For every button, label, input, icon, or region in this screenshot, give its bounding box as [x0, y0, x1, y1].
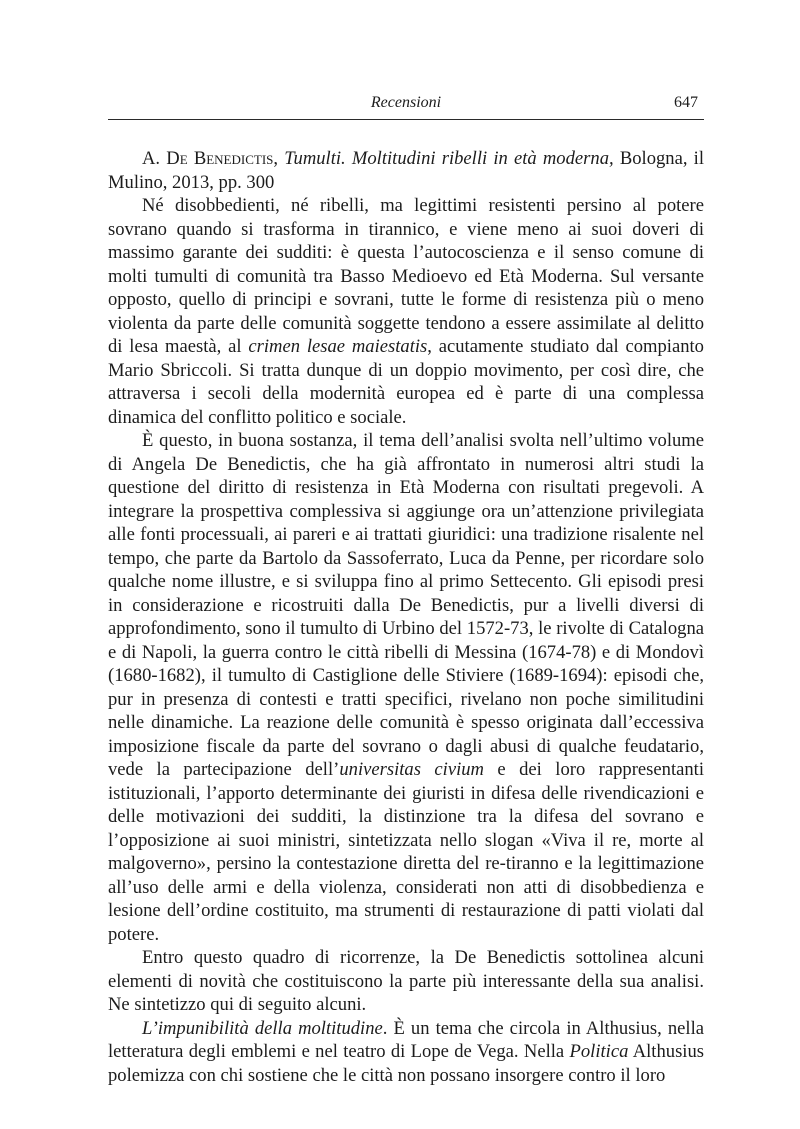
paragraph-1	[108, 194, 704, 429]
paragraph-1-text: Né disobbedienti, né ribelli, ma legittimi resistenti persino al potere sovrano quando si trasforma in tirannico, e viene meno ai suoi doveri di massimo garante dei sudditi: è questa l’autocoscienza e il senso comune di molti tumulti di comunità tra Basso Medioevo ed Età Moderna. Sul versante opposto, quello di principi e sovrani, tutte le forme di resistenza più o meno violenta da parte delle comunità soggette tendono a essere assimilate al delitto di lesa maestà, al	[108, 195, 704, 357]
paragraph-1-italic: crimen lesae maiestatis	[248, 336, 428, 357]
paragraph-2-text: È questo, in buona sostanza, il tema dell’analisi svolta nell’ultimo volume di Angela De Benedictis, che ha già affrontato in numerosi altri studi la questione del diritto di resistenza in Età Moderna con risultati pregevoli. A integrare la prospettiva complessiva si aggiunge ora un’attenzione privilegiata alle fonti processuali, ai pareri e ai trattati giuridici: una tradizione risalente nel tempo, che parte da Bartolo da Sassoferrato, Luca da Penne, per ricordare solo qualche nome illustre, e si sviluppa fino al primo Settecento. Gli episodi presi in considerazione e ricostruiti dalla De Benedictis, pur a livelli diversi di approfondimento, sono il tumulto di Urbino del 1572-73, le rivolte di Catalogna e di Napoli, la guerra contro le città ribelli di Messina (1674-78) e di Mondovì (1680-1682), il tumulto di Castiglione delle Stiviere (1689-1694): episodi che, pur in presenza di contesti e tratti specifici, rivelano non poche similitudini nelle dinamiche. La reazione delle comunità è spesso originata dall’eccessiva imposizione fiscale da parte del sovrano o dagli abusi di qualche feudatario, vede la partecipazione dell’	[108, 430, 704, 780]
paragraph-3: Entro questo quadro di ricorrenze, la De Benedictis sottolinea alcuni elementi di novità che costituiscono la parte più interessante della sua analisi. Ne sintetizzo qui di seguito alcuni.	[108, 947, 704, 1015]
page-header	[108, 94, 704, 116]
paragraph-1-end: , acutamente studiato dal compianto Mario Sbriccoli. Si tratta dunque di un doppio movimento, per così dire, che attraversa i secoli della modernità europea ed è parte di una complessa dinamica del conflitto politico e sociale.	[108, 336, 704, 428]
paragraph-4-heading: L’impunibilità della moltitudine	[142, 1017, 383, 1039]
header-rule	[108, 119, 704, 120]
author-surname: De Benedictis	[166, 148, 274, 169]
paragraph-4-text: . È un tema che circola in Althusius, nella letteratura degli emblemi e nel teatro di Lope de Vega. Nella	[108, 1017, 704, 1062]
publication-info: Bologna, il Mulino, 2013, pp. 300	[108, 148, 704, 193]
article-body	[108, 147, 704, 1087]
book-citation: A. De Benedictis, Tumulti. Moltitudini ribelli in età moderna, Bologna, il Mulino, 2013, pp. 300	[108, 148, 704, 193]
paragraph-2-italic: universitas civium	[339, 759, 484, 780]
paragraph-4-italic: Politica	[569, 1041, 629, 1062]
paragraph-4-end: Althusius polemizza con chi sostiene che le città non possano insorgere contro il loro	[108, 1041, 705, 1086]
paragraph-2-end: e dei loro rappresentanti istituzionali, l’apporto determinante dei giuristi in difesa delle rivendicazioni e delle motivazioni dei sudditi, la distinzione tra la difesa del sovrano e l’opposizione ai suoi ministri, sintetizzata nello slogan «Viva il re, morte al malgoverno», persino la contestazione diretta del re-tiranno e la legittimazione all’uso delle armi e della violenza, considerati non atti di disobbedienza e lesione dell’ordine costituito, ma strumenti di restaurazione di patti violati dal potere.	[108, 759, 705, 945]
paragraph-4	[108, 1017, 704, 1088]
author-initial: A.	[142, 148, 161, 169]
page-number: 647	[674, 94, 698, 111]
paragraph-2	[108, 429, 704, 946]
running-head: Recensioni	[370, 94, 442, 111]
book-title: Tumulti. Moltitudini ribelli in età moderna,	[284, 148, 614, 169]
